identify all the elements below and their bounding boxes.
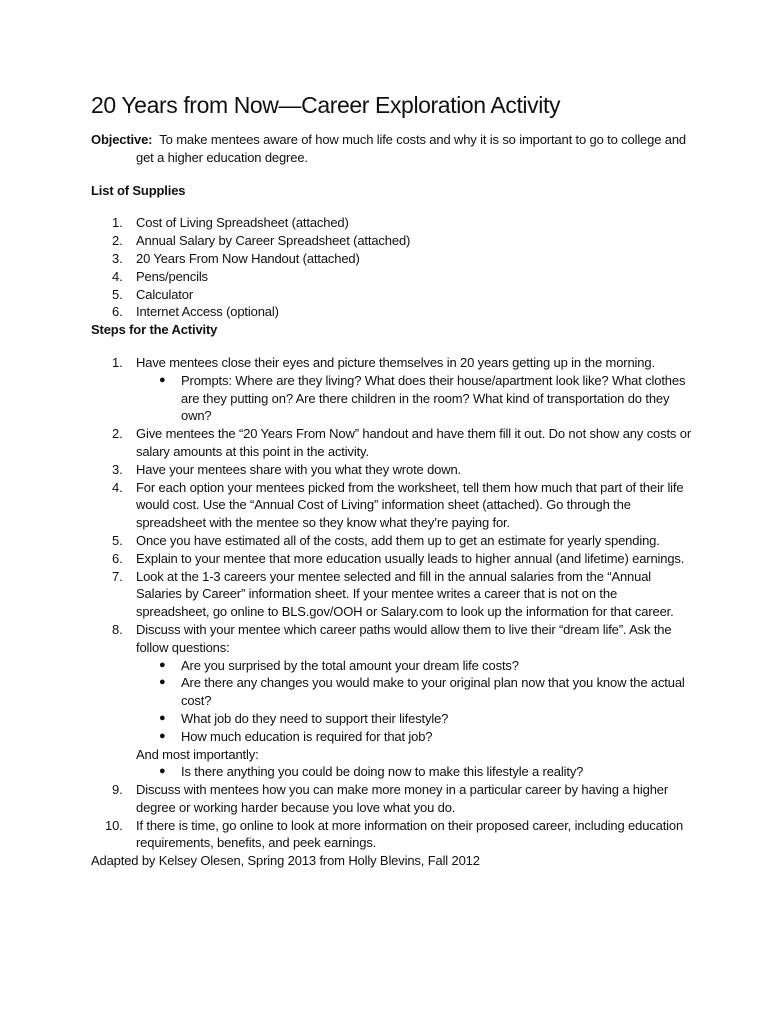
objective-text: To make mentees aware of how much life costs and why it is so important to go to college and get a higher education degree. (136, 132, 686, 165)
step-item: 9. Discuss with mentees how you can make more money in a particular career by having a higher degree or working harder because you love what you do. (112, 782, 669, 815)
steps-heading: Steps for the Activity (91, 322, 218, 338)
bullet-icon: ● (159, 711, 166, 724)
step-item: 2. Give mentees the “20 Years From Now” handout and have them fill it out. Do not show any costs or salary amounts at this point in the activity. (112, 426, 692, 459)
step-item: 1. Have mentees close their eyes and picture themselves in 20 years getting up in the morning. ● Prompts: Where are they living? What does their house/apartment look like? What clothes are they putting on? Are there children in the room? What kind of transportation do they own? (91, 354, 691, 425)
bullet-icon: ● (159, 676, 166, 689)
bullet-icon: ● (159, 729, 166, 742)
bullet-item: ● Is there anything you could be doing now to make this lifestyle a reality? (159, 764, 584, 780)
step-item: 4. For each option your mentees picked from the worksheet, tell them how much that part of their life would cost. Use the “Annual Cost of Living” information sheet (attached). Go through the spreadsheet with the mentee so they know what they’re paying for. (112, 479, 684, 531)
step-bullets (136, 372, 691, 425)
objective-label: Objective: (91, 132, 153, 147)
objective-paragraph (91, 131, 691, 167)
bullet-item: ● Are there any changes you would make to your original plan now that you know the actual cost? (159, 675, 685, 709)
supply-item: 5. Calculator (112, 286, 194, 302)
step-item: 10. If there is time, go online to look at more information on their proposed career, including education requirements, benefits, and peek earnings. (105, 817, 684, 851)
bullet-icon: ● (159, 373, 166, 386)
step-item: 8. Discuss with your mentee which career paths would allow them to live their “dream life”. Ask the follow questions: ● Are you surprised by the total amount your dream life costs? ● Are there any changes you would make to your original plan now that you know the actual cost? ● What job do they need to support their lifestyle? ● How much education is required for that job? And most importantly: ● Is there anything you could be doing now to make this lifestyle a reality? (91, 621, 691, 781)
step-item: 7. Look at the 1-3 careers your mentee selected and fill in the annual salaries from the “Annual Salaries by Career” information sheet. If your mentee writes a career that is not on the spreadsheet, go online to BLS.gov/OOH or Salary.com to look up the information for that career. (112, 568, 674, 620)
supply-item: 1. Cost of Living Spreadsheet (attached) (112, 215, 349, 231)
supply-item: 2. Annual Salary by Career Spreadsheet (attached) (112, 233, 411, 249)
supply-item: 3. 20 Years From Now Handout (attached) (112, 250, 360, 266)
step-bullets (136, 763, 691, 781)
bullet-item: ● What job do they need to support their lifestyle? (159, 710, 449, 726)
step-item: 5. Once you have estimated all of the costs, add them up to get an estimate for yearly spending. (112, 532, 660, 548)
bullet-item: ● Are you surprised by the total amount your dream life costs? (159, 657, 519, 673)
bullet-item: ● How much education is required for that job? (159, 728, 433, 744)
supply-item: 6. Internet Access (optional) (112, 304, 279, 320)
supply-item: 4. Pens/pencils (112, 268, 208, 284)
supplies-heading: List of Supplies (91, 182, 186, 198)
bullet-item: ● Prompts: Where are they living? What does their house/apartment look like? What clothes are they putting on? Are there children in the room? What kind of transportation do they own? (159, 372, 686, 424)
bullet-icon: ● (159, 658, 166, 671)
step-item: 6. Explain to your mentee that more education usually leads to higher annual (and lifetime) earnings. (112, 550, 685, 566)
document-page (91, 90, 691, 870)
footer-credit: Adapted by Kelsey Olesen, Spring 2013 from Holly Blevins, Fall 2012 (91, 853, 480, 869)
step-note: And most importantly: (136, 746, 259, 762)
bullet-icon: ● (159, 765, 166, 778)
steps-list (91, 354, 691, 852)
step-bullets (136, 657, 691, 746)
document-title: 20 Years from Now—Career Exploration Activity (91, 92, 561, 118)
step-item: 3. Have your mentees share with you what they wrote down. (112, 461, 462, 477)
supplies-list (91, 214, 691, 321)
